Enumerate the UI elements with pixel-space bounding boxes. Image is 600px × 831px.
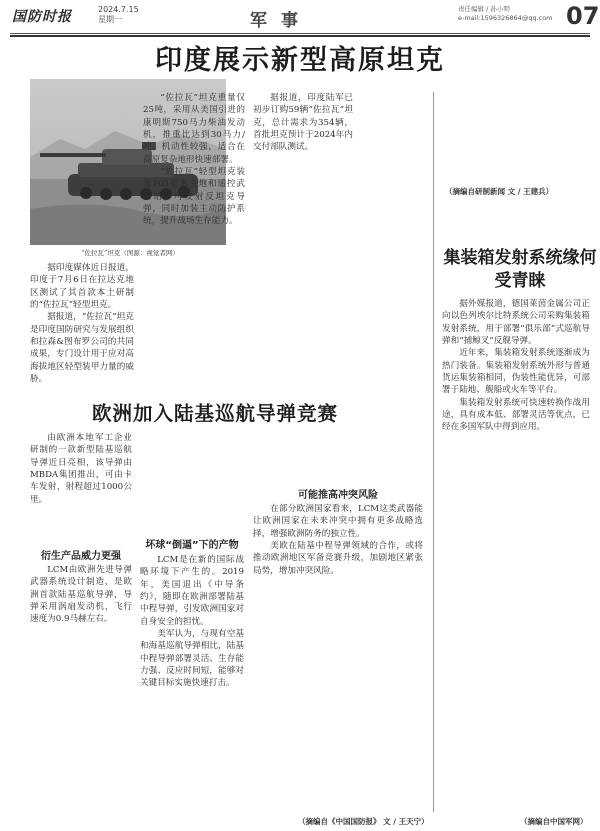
editor-info — [458, 5, 553, 23]
article1-column-3 — [253, 92, 353, 384]
article1-column-4 — [362, 92, 426, 384]
article2-subheading-2: 坏球“倒逼”下的产物 — [145, 540, 239, 551]
article1-paragraph: 据印度媒体近日报道，印度于7月6日在拉达克地区测试了其首款本土研制的“佐拉瓦”轻型坦克。 — [30, 263, 134, 311]
article1-paragraph: “佐拉瓦”轻型坦克装备105毫米主炮和遥控武器站，可发射反坦克导弹，同时加装主动防护系统，提升战场生存能力。 — [143, 167, 245, 227]
article2-paragraph: 在部分欧洲国家看来，LCM这类武器能让欧洲国家在未来冲突中拥有更多战略选择，增强欧洲防务的独立性。 — [253, 504, 423, 539]
article2-subheading-3: 可能推高冲突风险 — [298, 490, 378, 501]
editor-email: e-mail:1596326864@qq.com — [458, 14, 553, 22]
column-divider — [433, 92, 434, 812]
article1-paragraph: 据报道，“佐拉瓦”坦克是印度国防研究与发展组织和拉森&图布罗公司的共同成果，专门设计用于应对高海拔地区轻型装甲力量的威胁。 — [30, 312, 134, 384]
issue-date-value: 2024.7.15 — [98, 5, 139, 14]
article1-column-2 — [143, 92, 245, 384]
newspaper-logo: 国防时报 — [12, 9, 72, 25]
article2-subheading-1: 衍生产品威力更强 — [41, 551, 121, 562]
article1-byline: （摘编自研制新闻 文 / 王建兵） — [445, 187, 554, 196]
article3-paragraph: 集装箱发射系统可快速转换作战用途，具有成本低、部署灵活等优点，已经在多国军队中得到应用。 — [442, 397, 590, 433]
photo-caption: “佐拉瓦”坦克（图源：视觉者网） — [81, 249, 179, 257]
article2-column-1 — [30, 432, 132, 544]
issue-date — [98, 5, 139, 25]
article3-paragraph: 近年来，集装箱发射系统逐渐成为热门装备。集装箱发射系统外形与普通货运集装箱相同，伪装性能优异，可部署于陆地、舰船或火车等平台。 — [442, 348, 590, 396]
article1-column-1 — [30, 262, 134, 384]
article1-headline: 印度展示新型高原坦克 — [155, 45, 445, 76]
article3-byline: （摘编自中国军网） — [520, 817, 588, 826]
article2-column-3 — [253, 503, 423, 810]
page-header — [0, 0, 600, 34]
article2-headline: 欧洲加入陆基巡航导弹竞赛 — [91, 402, 338, 425]
article2-paragraph: LCM是在新的国际战略环境下产生的。2019年，美国退出《中导条约》，随即在欧洲部署陆基中程导弹，引发欧洲国家对自身安全的担忧。 — [140, 555, 244, 627]
issue-weekday: 星期一 — [98, 15, 122, 24]
article1-paragraph: “佐拉瓦”坦克重量仅25吨，采用从美国引进的康明斯750马力柴油发动机，推重比达到30马力/吨，机动性较强，适合在高原复杂地形快速部署。 — [143, 93, 245, 165]
header-rule — [10, 33, 590, 34]
article2-paragraph: LCM由欧洲先进导弹武器系统设计制造，是欧洲首款陆基巡航导弹，导弹采用涡扇发动机，飞行速度为0.9马赫左右。 — [30, 565, 132, 625]
article3-headline: 集装箱发射系统缘何受青睐 — [443, 248, 597, 291]
article2-paragraph: 美欧在陆基中程导弹领域的合作，或将推动欧洲地区军备竞赛升级，加剧地区紧张局势，增加冲突风险。 — [253, 541, 423, 576]
article2-byline: （摘编自《中国国防报》 文 / 王天宁） — [298, 817, 429, 826]
article3-paragraph: 据外媒报道，德国莱茵金属公司正向以色列埃尔比特系统公司采购集装箱发射系统，用于部署“俱乐部”式巡航导弹和“捕鲸叉”反舰导弹。 — [442, 299, 590, 347]
article2-column-1b — [30, 564, 132, 810]
header-rule-thick — [10, 35, 590, 37]
page-number: 07 — [566, 2, 600, 30]
article2-paragraph: 美军认为，与现有空基和海基巡航导弹相比，陆基中程导弹部署灵活、生存能力强、反应时间短，能够对关键目标实施快速打击。 — [140, 629, 244, 689]
article2-paragraph: 由欧洲本地军工企业研制的一款新型陆基巡航导弹近日亮相，该导弹由MBDA集团推出，可由卡车发射，射程超过1000公里。 — [30, 433, 132, 505]
article1-paragraph: 据报道，印度陆军已初步订购59辆“佐拉瓦”坦克，总计需求为354辆，首批坦克预计于2024年内交付部队测试。 — [253, 93, 353, 153]
section-title: 军 事 — [250, 11, 302, 31]
article3-column — [442, 298, 590, 808]
article2-column-2 — [140, 554, 244, 810]
editor-name: 责任编辑 / 孙小明 — [458, 5, 510, 13]
